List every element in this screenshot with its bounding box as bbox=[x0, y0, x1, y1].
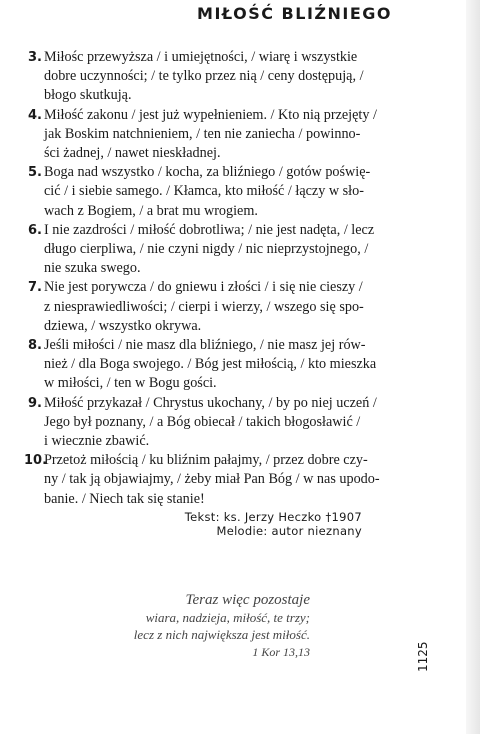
verse-8 bbox=[28, 336, 396, 394]
verse-line: Miłość przykazał / Chrystus ukochany, / by po niej uczeń / bbox=[44, 394, 377, 411]
verse-10 bbox=[24, 451, 396, 509]
verse-line: w miłości, / ten w Bogu gości. bbox=[44, 375, 217, 392]
verse-3 bbox=[28, 48, 396, 106]
song-title: MIŁOŚĆ BLIŹNIEGO bbox=[197, 4, 392, 23]
verse-line: banie. / Niech tak się stanie! bbox=[44, 490, 205, 507]
verse-line: nie szuka swego. bbox=[44, 260, 141, 277]
credits bbox=[185, 510, 362, 538]
verse-number: 7. bbox=[28, 280, 42, 296]
song-number: 1125 bbox=[416, 641, 430, 672]
verse-number: 4. bbox=[28, 107, 42, 123]
quote-line: Teraz więc pozostaje bbox=[185, 592, 310, 608]
verse-line: Miłośc przewyższa / i umiejętności, / wiarę i wszystkie bbox=[44, 49, 358, 65]
verse-line: cić / i siebie samego. / Kłamca, kto miłość / łączy w sło- bbox=[44, 183, 364, 200]
verse-line: Jeśli miłości / nie masz dla bliźniego, / nie masz jej rów- bbox=[44, 337, 366, 354]
verse-line: dziewa, / wszystko okrywa. bbox=[44, 317, 202, 334]
verse-number: 6. bbox=[28, 222, 42, 238]
verse-6 bbox=[28, 221, 396, 279]
verse-line: Przetoż miłością / ku bliźnim pałajmy, / przez dobre czy- bbox=[44, 452, 368, 469]
verse-line: ści żadnej, / nawet nieskładnej. bbox=[44, 145, 221, 162]
verse-line: długo cierpliwa, / nie czyni nigdy / nic nieprzystojnego, / bbox=[44, 241, 369, 258]
verse-line: Boga nad wszystko / kocha, za bliźniego / gotów poświę- bbox=[44, 164, 371, 181]
bible-quote bbox=[134, 592, 310, 661]
verse-line: I nie zazdrości / miłość dobrotliwa; / nie jest nadęta, / lecz bbox=[44, 221, 375, 238]
verse-line: dobre uczynności; / te tylko przez nią / ceny dostępują, / bbox=[44, 68, 364, 85]
verse-number: 9. bbox=[28, 395, 42, 411]
verse-9 bbox=[28, 394, 396, 452]
verse-5 bbox=[28, 163, 396, 221]
verse-line: z niesprawiedliwości; / cierpi i wierzy, / wszego się spo- bbox=[44, 298, 364, 315]
verse-4 bbox=[28, 106, 396, 164]
verse-number: 3. bbox=[28, 50, 42, 65]
verse-7 bbox=[28, 278, 396, 336]
verse-line: Nie jest porywcza / do gniewu i złości / i się nie cieszy / bbox=[44, 279, 363, 296]
melody-author: Melodie: autor nieznany bbox=[216, 524, 362, 538]
verse-line: Jego był poznany, / a Bóg obiecał / takich błogosławić / bbox=[44, 413, 361, 430]
verse-number: 8. bbox=[28, 338, 42, 354]
verses-block bbox=[0, 48, 480, 509]
quote-line: lecz z nich największa jest miłość. bbox=[133, 627, 310, 642]
quote-line: wiara, nadzieja, miłość, te trzy; bbox=[145, 610, 310, 625]
verse-line: ny / tak ją objawiajmy, / żeby miał Pan Bóg / w nas upodo- bbox=[44, 471, 380, 488]
verse-line: błogo skutkują. bbox=[44, 87, 132, 104]
verse-number: 5. bbox=[28, 165, 42, 181]
verse-number: 10. bbox=[24, 453, 48, 469]
lyrics-author: Tekst: ks. Jerzy Heczko †1907 bbox=[184, 510, 362, 524]
quote-reference: 1 Kor 13,13 bbox=[252, 645, 310, 659]
verse-line: jak Boskim natchnieniem, / ten nie zaniecha / powinno- bbox=[44, 125, 361, 142]
verse-line: i wiecznie zbawić. bbox=[44, 433, 150, 450]
verse-line: wach z Bogiem, / a brat mu wrogiem. bbox=[44, 202, 258, 219]
verse-line: nież / dla Boga swojego. / Bóg jest miłością, / kto mieszka bbox=[44, 356, 377, 373]
verse-line: Miłość zakonu / jest już wypełnieniem. / Kto nią przejęty / bbox=[44, 106, 377, 123]
